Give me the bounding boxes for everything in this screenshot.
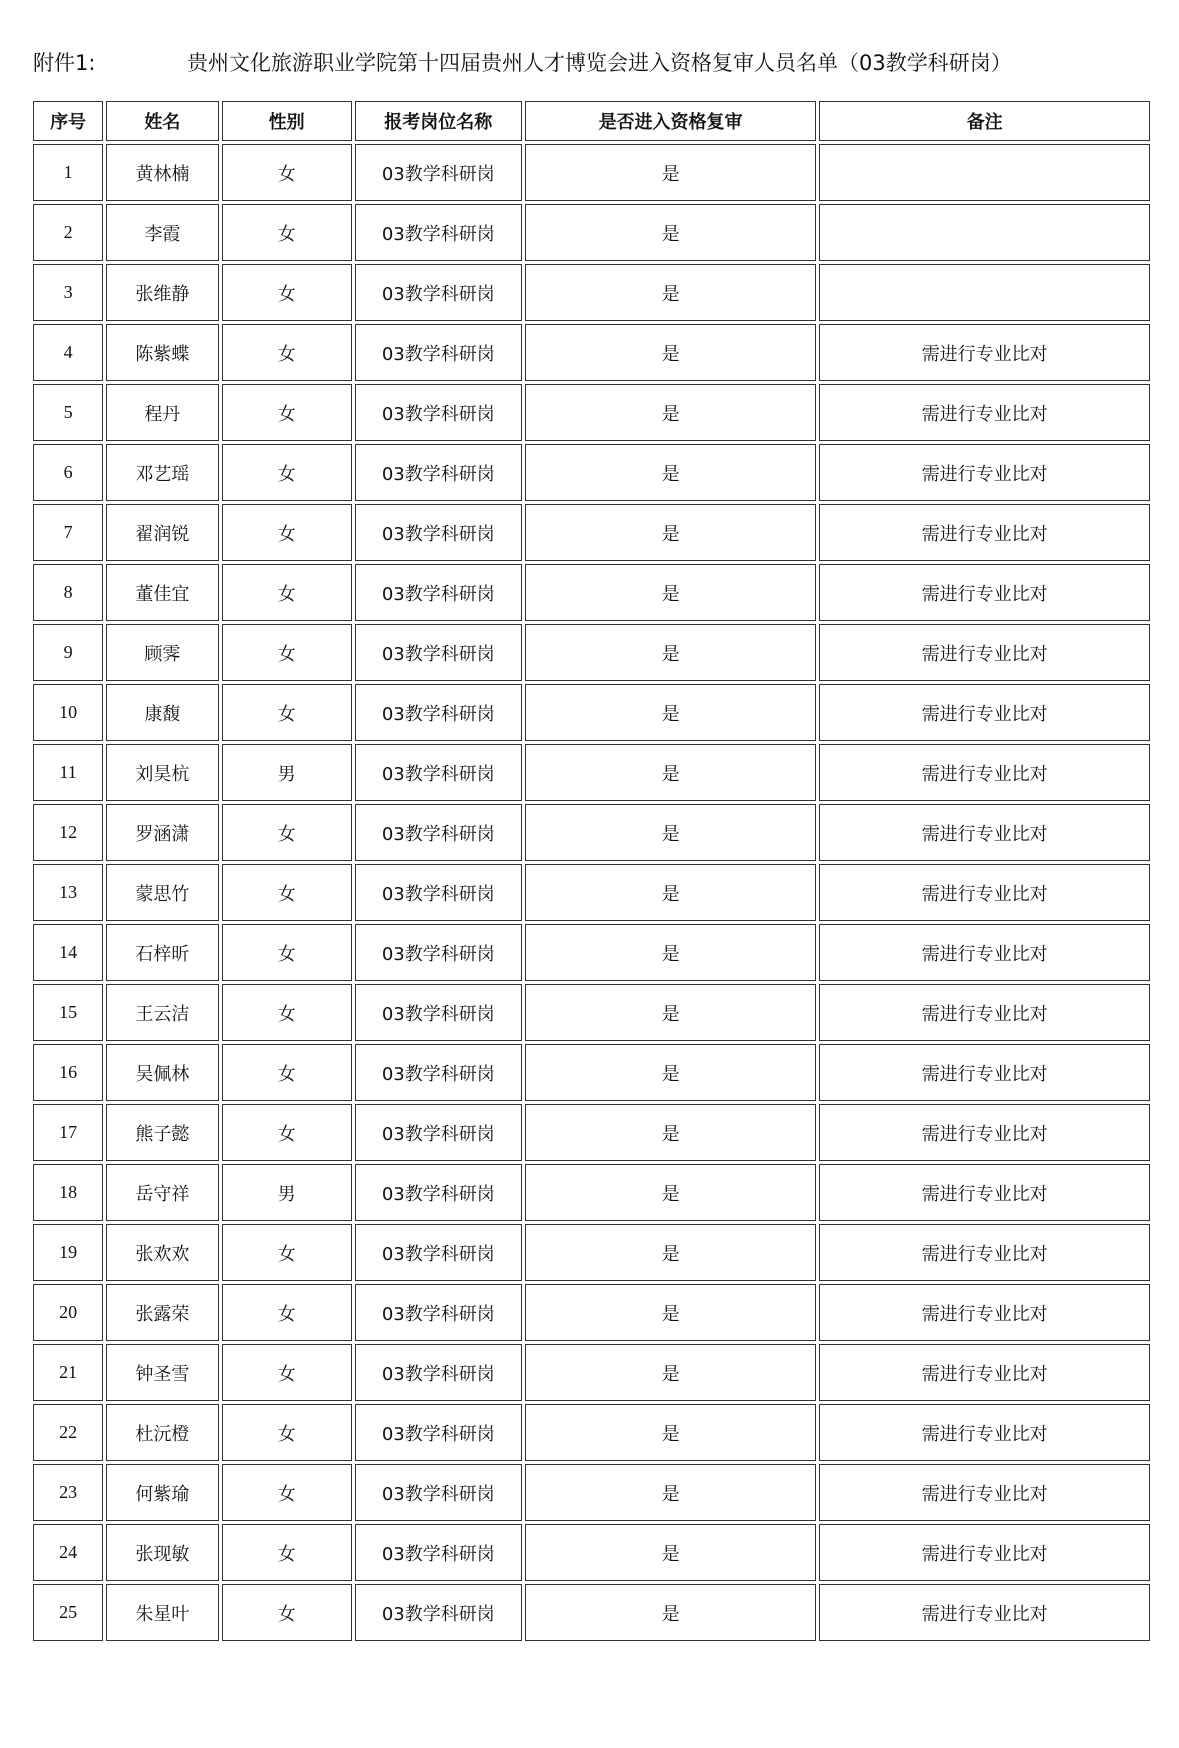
table-row [33,564,1150,621]
cell-number: 10 [33,684,103,741]
cell-number: 12 [33,804,103,861]
cell-post: 03教学科研岗 [355,1404,522,1461]
cell-name: 张现敏 [106,1524,218,1581]
cell-name: 张露荣 [106,1284,218,1341]
cell-note: 需进行专业比对 [819,984,1150,1041]
cell-name: 石梓昕 [106,924,218,981]
cell-post: 03教学科研岗 [355,144,522,201]
cell-name: 吴佩林 [106,1044,218,1101]
table-header-row [33,101,1150,141]
table-row [33,1104,1150,1161]
cell-number: 24 [33,1524,103,1581]
cell-review: 是 [525,564,817,621]
cell-review: 是 [525,144,817,201]
cell-review: 是 [525,324,817,381]
cell-name: 李霞 [106,204,218,261]
cell-number: 9 [33,624,103,681]
table-row [33,384,1150,441]
cell-post: 03教学科研岗 [355,1224,522,1281]
cell-post: 03教学科研岗 [355,324,522,381]
table-row [33,144,1150,201]
cell-number: 5 [33,384,103,441]
cell-post: 03教学科研岗 [355,924,522,981]
cell-name: 蒙思竹 [106,864,218,921]
table-row [33,684,1150,741]
cell-name: 何紫瑜 [106,1464,218,1521]
cell-post: 03教学科研岗 [355,984,522,1041]
cell-gender: 女 [222,204,352,261]
table-body [33,144,1150,1641]
cell-note: 需进行专业比对 [819,624,1150,681]
cell-number: 4 [33,324,103,381]
cell-name: 张维静 [106,264,218,321]
cell-name: 程丹 [106,384,218,441]
cell-name: 董佳宜 [106,564,218,621]
cell-post: 03教学科研岗 [355,1344,522,1401]
cell-post: 03教学科研岗 [355,1284,522,1341]
cell-number: 8 [33,564,103,621]
cell-post: 03教学科研岗 [355,204,522,261]
cell-name: 陈紫蝶 [106,324,218,381]
cell-note: 需进行专业比对 [819,1224,1150,1281]
cell-review: 是 [525,1224,817,1281]
cell-number: 13 [33,864,103,921]
cell-note: 需进行专业比对 [819,684,1150,741]
cell-number: 21 [33,1344,103,1401]
cell-post: 03教学科研岗 [355,1104,522,1161]
cell-gender: 女 [222,444,352,501]
cell-gender: 女 [222,1404,352,1461]
cell-review: 是 [525,384,817,441]
cell-number: 2 [33,204,103,261]
cell-name: 罗涵潇 [106,804,218,861]
cell-review: 是 [525,1584,817,1641]
cell-post: 03教学科研岗 [355,1584,522,1641]
table-row [33,1224,1150,1281]
cell-name: 康馥 [106,684,218,741]
cell-name: 杜沅橙 [106,1404,218,1461]
cell-gender: 女 [222,264,352,321]
attachment-label: 附件1: [33,51,96,75]
cell-note [819,204,1150,261]
cell-gender: 男 [222,1164,352,1221]
table-row [33,1044,1150,1101]
candidate-table [30,98,1153,1644]
table-row [33,1344,1150,1401]
table-row [33,444,1150,501]
cell-name: 黄林楠 [106,144,218,201]
cell-gender: 女 [222,324,352,381]
cell-post: 03教学科研岗 [355,1044,522,1101]
cell-gender: 女 [222,384,352,441]
cell-review: 是 [525,1044,817,1101]
cell-gender: 女 [222,564,352,621]
cell-post: 03教学科研岗 [355,744,522,801]
cell-post: 03教学科研岗 [355,444,522,501]
document-title: 贵州文化旅游职业学院第十四届贵州人才博览会进入资格复审人员名单（03教学科研岗） [187,51,1012,75]
table-row [33,264,1150,321]
table-row [33,1404,1150,1461]
table-row [33,744,1150,801]
table-row [33,804,1150,861]
cell-review: 是 [525,924,817,981]
cell-review: 是 [525,744,817,801]
table-row [33,1524,1150,1581]
cell-post: 03教学科研岗 [355,624,522,681]
cell-note: 需进行专业比对 [819,924,1150,981]
cell-number: 20 [33,1284,103,1341]
cell-name: 张欢欢 [106,1224,218,1281]
column-header-review: 是否进入资格复审 [525,101,817,141]
column-header-note: 备注 [819,101,1150,141]
cell-number: 16 [33,1044,103,1101]
cell-gender: 女 [222,924,352,981]
cell-post: 03教学科研岗 [355,504,522,561]
table-row [33,1464,1150,1521]
cell-gender: 女 [222,1104,352,1161]
cell-note: 需进行专业比对 [819,1164,1150,1221]
cell-number: 7 [33,504,103,561]
cell-gender: 女 [222,864,352,921]
cell-review: 是 [525,1284,817,1341]
cell-review: 是 [525,864,817,921]
cell-note: 需进行专业比对 [819,1284,1150,1341]
cell-number: 1 [33,144,103,201]
cell-note: 需进行专业比对 [819,1464,1150,1521]
cell-number: 15 [33,984,103,1041]
cell-post: 03教学科研岗 [355,1464,522,1521]
cell-note: 需进行专业比对 [819,744,1150,801]
cell-number: 22 [33,1404,103,1461]
cell-name: 顾霁 [106,624,218,681]
table-row [33,1284,1150,1341]
cell-review: 是 [525,1404,817,1461]
cell-number: 25 [33,1584,103,1641]
cell-gender: 男 [222,744,352,801]
cell-review: 是 [525,804,817,861]
cell-number: 23 [33,1464,103,1521]
cell-review: 是 [525,204,817,261]
cell-gender: 女 [222,1284,352,1341]
cell-gender: 女 [222,624,352,681]
cell-note: 需进行专业比对 [819,864,1150,921]
cell-name: 翟润锐 [106,504,218,561]
cell-note: 需进行专业比对 [819,1044,1150,1101]
column-header-name: 姓名 [106,101,218,141]
cell-gender: 女 [222,1584,352,1641]
cell-note: 需进行专业比对 [819,504,1150,561]
cell-name: 熊子懿 [106,1104,218,1161]
cell-number: 14 [33,924,103,981]
column-header-number: 序号 [33,101,103,141]
column-header-gender: 性别 [222,101,352,141]
cell-note [819,264,1150,321]
table-row [33,624,1150,681]
cell-name: 邓艺瑶 [106,444,218,501]
cell-gender: 女 [222,1524,352,1581]
cell-number: 19 [33,1224,103,1281]
cell-gender: 女 [222,984,352,1041]
table-row [33,864,1150,921]
cell-review: 是 [525,1344,817,1401]
cell-note: 需进行专业比对 [819,804,1150,861]
cell-number: 18 [33,1164,103,1221]
cell-gender: 女 [222,684,352,741]
column-header-post: 报考岗位名称 [355,101,522,141]
cell-review: 是 [525,1524,817,1581]
cell-name: 朱星叶 [106,1584,218,1641]
cell-note: 需进行专业比对 [819,324,1150,381]
table-row [33,1584,1150,1641]
table-row [33,204,1150,261]
cell-gender: 女 [222,804,352,861]
cell-note: 需进行专业比对 [819,1104,1150,1161]
cell-review: 是 [525,264,817,321]
cell-review: 是 [525,684,817,741]
cell-number: 3 [33,264,103,321]
cell-post: 03教学科研岗 [355,384,522,441]
cell-post: 03教学科研岗 [355,804,522,861]
cell-post: 03教学科研岗 [355,684,522,741]
cell-post: 03教学科研岗 [355,564,522,621]
cell-note: 需进行专业比对 [819,564,1150,621]
cell-note: 需进行专业比对 [819,1524,1150,1581]
cell-gender: 女 [222,1344,352,1401]
cell-number: 11 [33,744,103,801]
document-header [33,44,1153,80]
cell-note: 需进行专业比对 [819,384,1150,441]
cell-review: 是 [525,504,817,561]
cell-name: 钟圣雪 [106,1344,218,1401]
cell-gender: 女 [222,1464,352,1521]
cell-post: 03教学科研岗 [355,264,522,321]
cell-review: 是 [525,624,817,681]
cell-note: 需进行专业比对 [819,1344,1150,1401]
cell-gender: 女 [222,1224,352,1281]
table-row [33,504,1150,561]
cell-name: 岳守祥 [106,1164,218,1221]
table-row [33,924,1150,981]
cell-review: 是 [525,984,817,1041]
cell-note: 需进行专业比对 [819,1404,1150,1461]
table-row [33,324,1150,381]
cell-gender: 女 [222,504,352,561]
cell-gender: 女 [222,144,352,201]
cell-note [819,144,1150,201]
table-row [33,984,1150,1041]
cell-number: 17 [33,1104,103,1161]
cell-gender: 女 [222,1044,352,1101]
cell-note: 需进行专业比对 [819,1584,1150,1641]
cell-review: 是 [525,1464,817,1521]
cell-review: 是 [525,1104,817,1161]
cell-name: 刘昊杭 [106,744,218,801]
cell-name: 王云洁 [106,984,218,1041]
cell-note: 需进行专业比对 [819,444,1150,501]
cell-review: 是 [525,1164,817,1221]
cell-post: 03教学科研岗 [355,864,522,921]
table-row [33,1164,1150,1221]
cell-post: 03教学科研岗 [355,1164,522,1221]
cell-post: 03教学科研岗 [355,1524,522,1581]
cell-review: 是 [525,444,817,501]
cell-number: 6 [33,444,103,501]
